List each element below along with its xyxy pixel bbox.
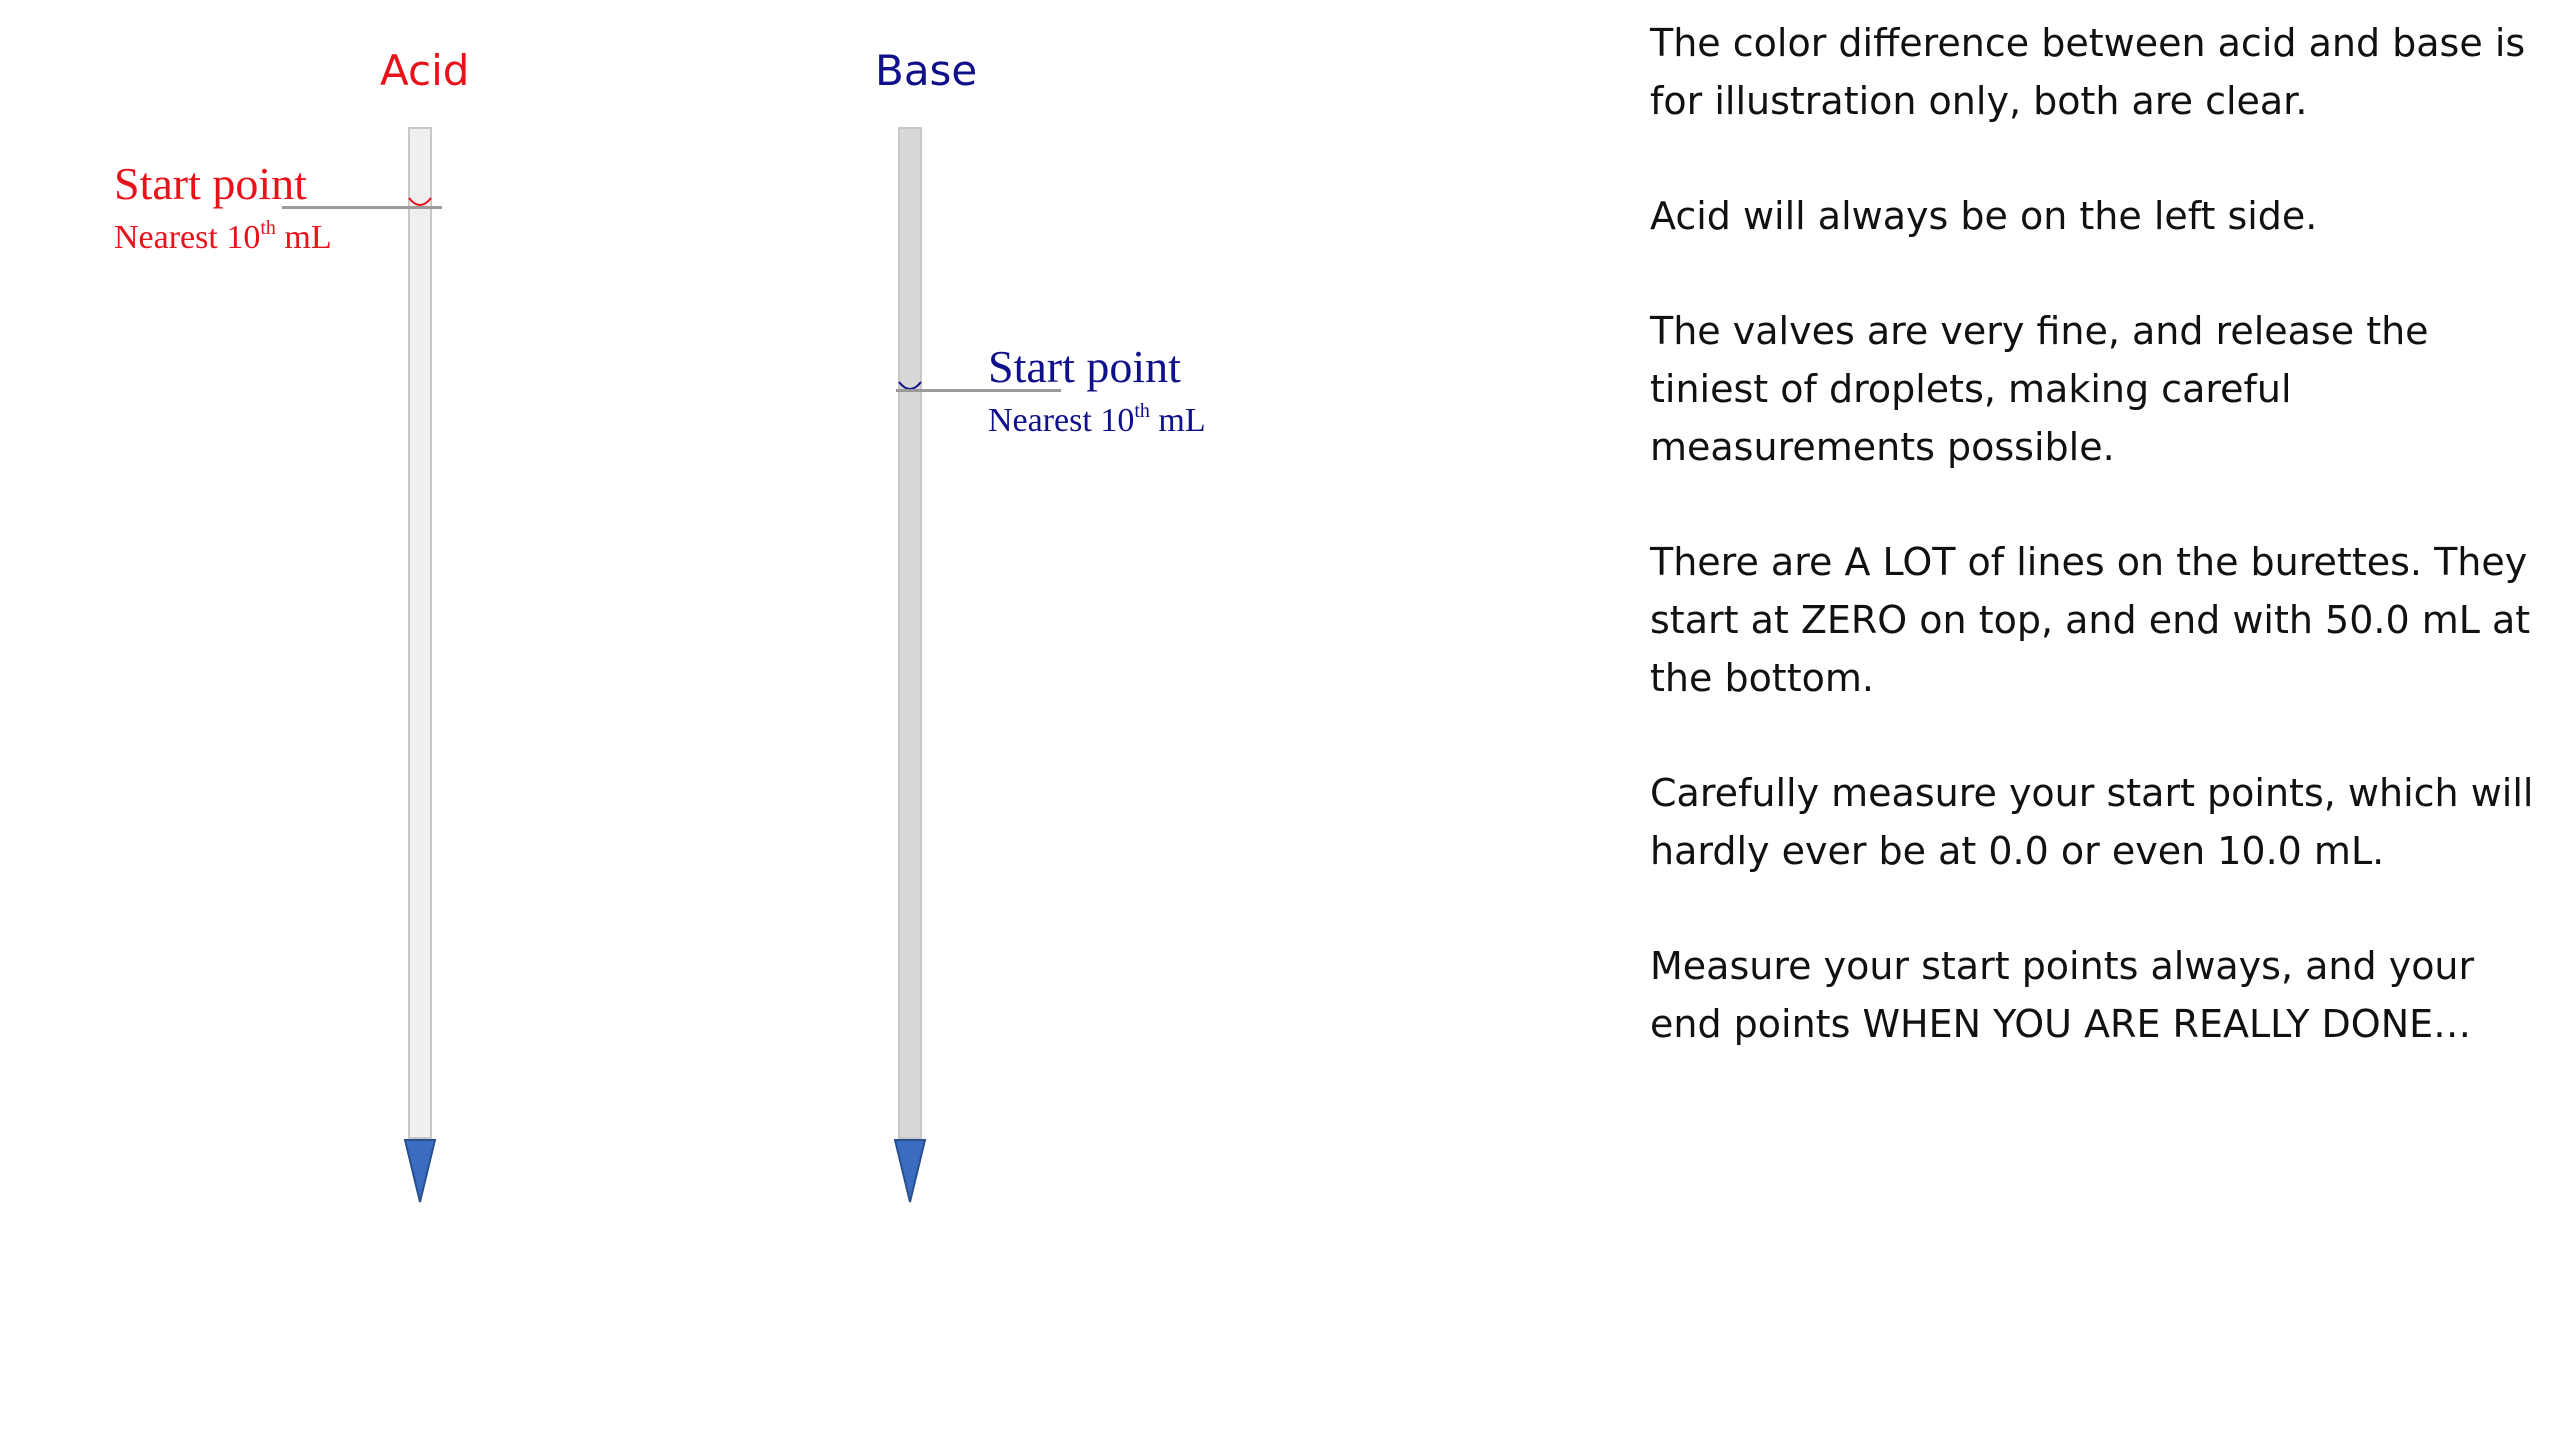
note-paragraph: The valves are very fine, and release the tiniest of droplets, making careful measurements possible. bbox=[1650, 309, 2429, 469]
base-title: Base bbox=[875, 46, 978, 95]
base-burette-tip bbox=[894, 1139, 926, 1203]
note-paragraph: Carefully measure your start points, which will hardly ever be at 0.0 or even 10.0 mL. bbox=[1650, 771, 2534, 873]
note-paragraph: Measure your start points always, and your end points WHEN YOU ARE REALLY DONE… bbox=[1650, 944, 2475, 1046]
note-paragraph: The color difference between acid and base is for illustration only, both are clear. bbox=[1650, 21, 2526, 123]
instructions-notes bbox=[1650, 14, 2550, 1110]
acid-start-point-label bbox=[114, 158, 332, 256]
note-paragraph: Acid will always be on the left side. bbox=[1650, 194, 2318, 238]
acid-nearest-text: Nearest 10th mL bbox=[114, 217, 332, 256]
base-burette bbox=[898, 127, 922, 1139]
base-nearest-text: Nearest 10th mL bbox=[988, 400, 1206, 439]
acid-start-point-text: Start point bbox=[114, 158, 307, 209]
acid-burette bbox=[408, 127, 432, 1139]
base-start-point-text: Start point bbox=[988, 341, 1181, 392]
note-paragraph: There are A LOT of lines on the burettes. They start at ZERO on top, and end with 50.0 mL at the bottom. bbox=[1650, 540, 2531, 700]
acid-title: Acid bbox=[380, 46, 470, 95]
base-start-point-label bbox=[988, 341, 1206, 439]
acid-burette-tip bbox=[404, 1139, 436, 1203]
